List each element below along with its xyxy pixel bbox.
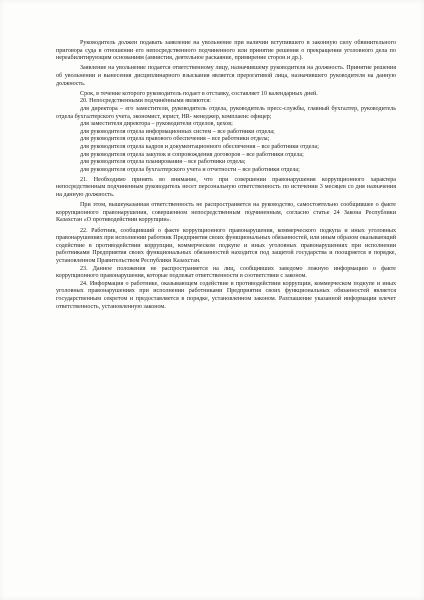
paragraph-item-20-heading: 20. Непосредственными подчинёнными являются: xyxy=(80,98,211,105)
paragraph-planning-head-subordinates: для руководителя отдела планирования – все работники отдела; xyxy=(80,159,246,166)
paragraph-hr-head-subordinates: для руководителя отдела кадров и документационного обеспечения – все работники отдела; xyxy=(80,143,319,150)
paragraph-procurement-head-subordinates: для руководителя отдела закупок и сопровождения договоров – все работники отдела; xyxy=(80,151,304,158)
paragraph-item-24: 24. Информация о работнике, оказывающем содействие в противодействии коррупции, коммерческом подкупе и иных уголовных правонарушениях при исполнении работниками Предприятия своих функциональных обязанностей является государственным секретом и предоставляется в порядке, установленном законом. Разглашение указанной информации влечет ответственность, установленную законом. xyxy=(56,280,396,310)
paragraph-item-21: 21. Необходимо принять во внимание, что при совершении правонарушения коррупционного характера непосредственным подчиненным руководитель несет персональную ответственность по истечении 3 месяцев со дня назначения на данную должность. xyxy=(56,176,396,199)
paragraph-legal-head-subordinates: для руководителя отдела правового обеспечения – все работники отдела; xyxy=(80,136,270,143)
paragraph-it-head-subordinates: для руководителя отдела информационных систем – все работники отдела; xyxy=(80,128,275,135)
document-body xyxy=(56,40,396,311)
paragraph-resignation-requirement: Руководитель должен подавать заявление на увольнение при наличии вступившего в законную силу обвинительного приговора суда в отношении его непосредственного подчиненного или принятие решения о прекращении уголовного дела по нереабилитирующим основаниям (амнистия, деятельное раскаяние, примирение сторон и др.). xyxy=(56,40,396,62)
paragraph-resignation-deadline: Срок, в течение которого руководитель подает в отставку, составляет 10 календарных дней. xyxy=(80,90,318,97)
paragraph-resignation-submission: Заявление на увольнение подается ответственному лицу, назначившему руководителя на должность. Принятие решения об увольнении и вынесения дисциплинарного взыскания является прерогативой лица, назначившего руководителя на данную должность. xyxy=(56,65,396,87)
paragraph-deputy-director-subordinates: для заместителя директора – руководители отделов, цехов; xyxy=(80,121,233,128)
paragraph-accounting-head-subordinates: для руководителя отдела бухгалтерского учета и отчетности – все работники отдела; xyxy=(80,166,300,173)
paragraph-director-subordinates: для директора – его заместители, руководитель отдела, руководитель пресс-службы, главный бухгалтер, руководитель отдела бухгалтерского учета, экономист, юрист, HR- менеджер, комплаенс офицер; xyxy=(56,105,396,120)
paragraph-item-23: 23. Данное положения не распространяется на лиц, сообщивших заведомо ложную информацию о факте коррупционного правонарушения, которые подлежат ответственности в соответствии с законом. xyxy=(56,265,396,280)
paragraph-item-22: 22. Работник, сообщивший о факте коррупционного правонарушения, коммерческого подкупа и иных уголовных правонарушениях при исполнении работник Предприятия своих функциональных обязанностей, или иным образом оказывающий содействие в противодействии коррупции, коммерческом подкупе и иных уголовных правонарушениях при исполнении работниками Предприятия своих функциональных обязанностей находится под защитой государства и поощряется в порядке, установленном Правительством Республики Казахстан. xyxy=(56,227,396,264)
paragraph-responsibility-exception: При этом, вышеуказанная ответственность не распространяется на руководство, самостоятельно сообщившее о факте коррупционного правонарушения, совершенном непосредственным подчиненным, согласно статье 24 Закона Республики Казахстан «О противодействии коррупции». xyxy=(56,202,396,224)
